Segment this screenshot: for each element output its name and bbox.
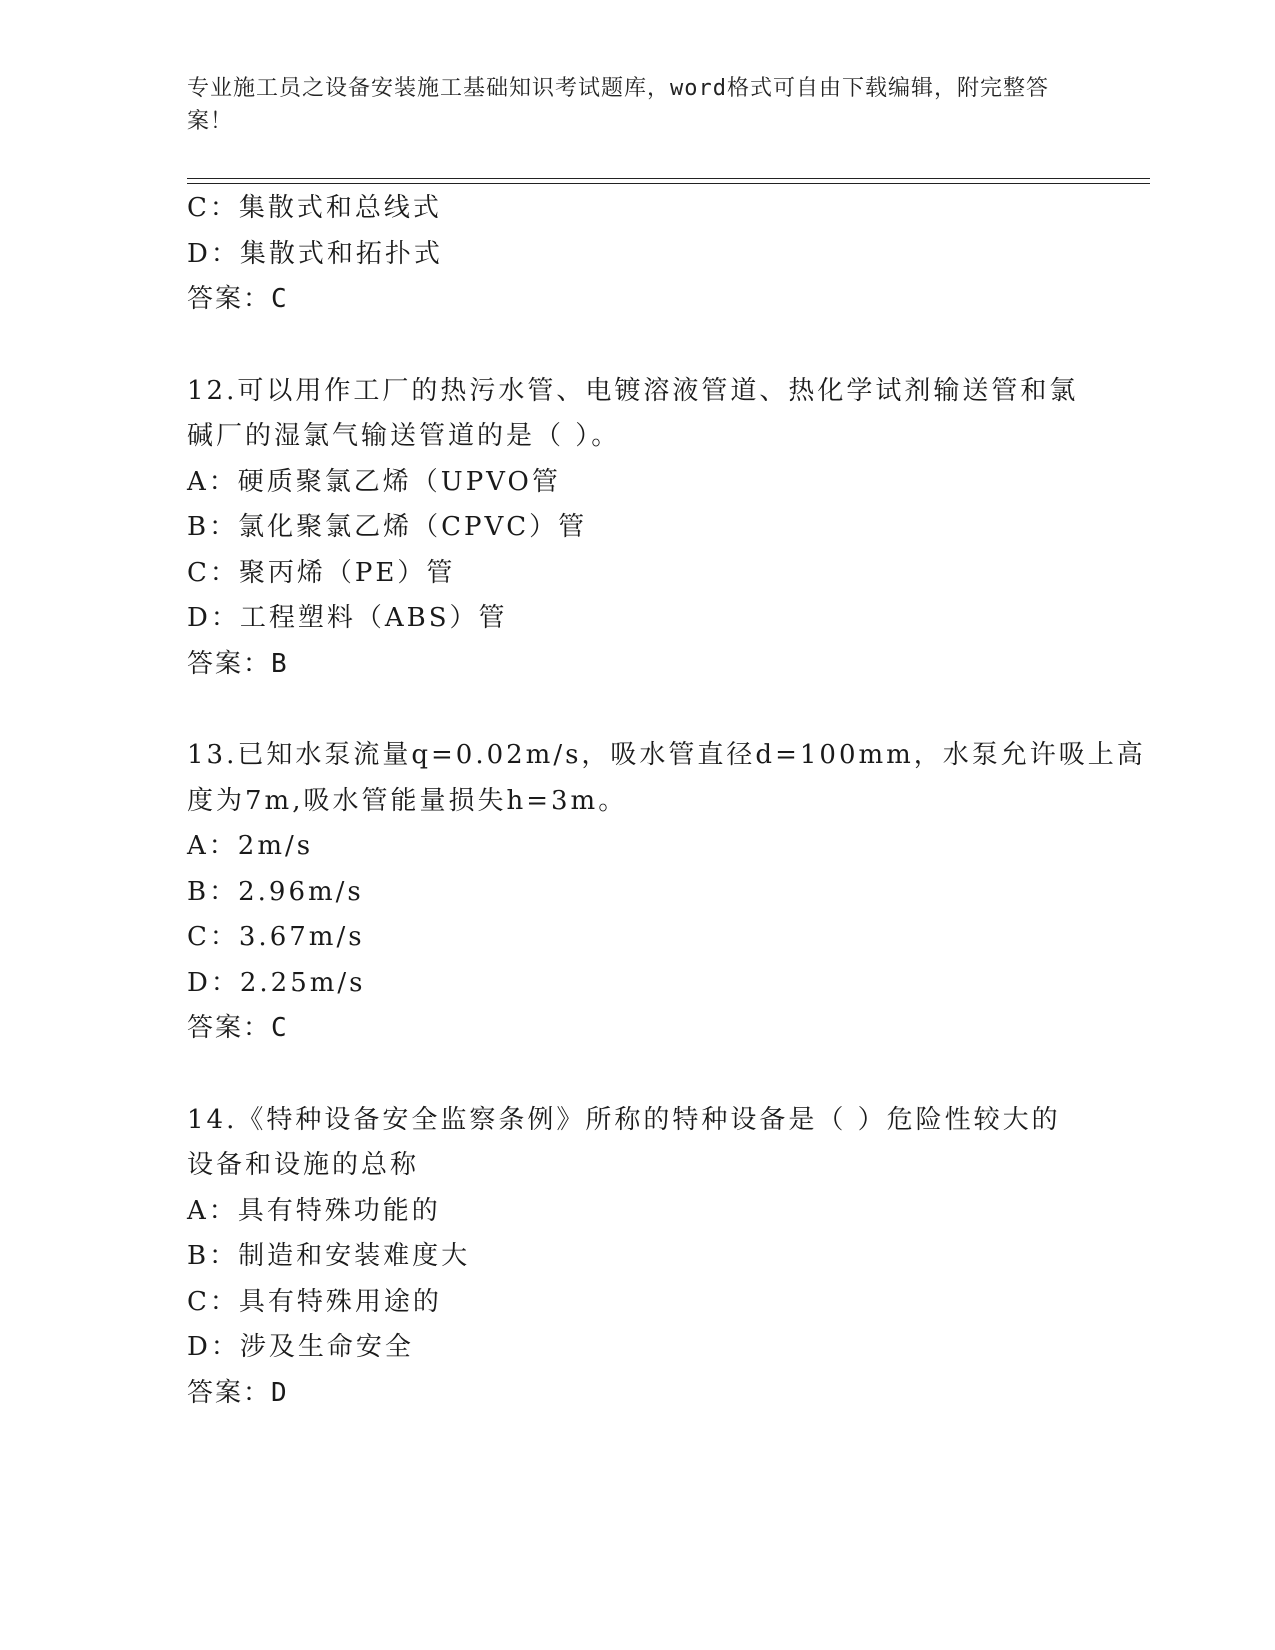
document-header: 专业施工员之设备安装施工基础知识考试题库，word格式可自由下载编辑，附完整答案！ xyxy=(187,76,1049,134)
answer: 答案：D xyxy=(187,1377,289,1408)
option-a: A：具有特殊功能的 xyxy=(187,1195,441,1226)
header-divider-top xyxy=(187,178,1150,179)
option-d: D：工程塑料（ABS）管 xyxy=(187,603,508,633)
question-stem-line: 13.已知水泵流量q=0.02m/s，吸水管直径d=100mm，水泵允许吸上高 xyxy=(187,740,1146,770)
question-12 xyxy=(187,369,1087,688)
option-d: D：2.25m/s xyxy=(187,967,366,998)
question-stem-line: 12.可以用作工厂的热污水管、电镀溶液管道、热化学试剂输送管和氯 xyxy=(187,375,1079,406)
option-d: D：涉及生命安全 xyxy=(187,1332,414,1362)
option-c: C：具有特殊用途的 xyxy=(187,1286,442,1317)
option-a: A：硬质聚氯乙烯（UPVO管 xyxy=(187,466,561,497)
option-b: B：制造和安装难度大 xyxy=(187,1241,471,1271)
option-d: D：集散式和拓扑式 xyxy=(187,238,443,269)
question-stem-line: 设备和设施的总称 xyxy=(187,1150,420,1180)
answer: 答案：B xyxy=(187,648,289,679)
option-b: B：氯化聚氯乙烯（CPVC）管 xyxy=(187,512,588,542)
question-stem-line: 14.《特种设备安全监察条例》所称的特种设备是（ ）危险性较大的 xyxy=(187,1104,1061,1135)
question-13 xyxy=(187,733,1146,1052)
option-c: C：集散式和总线式 xyxy=(187,193,442,223)
option-c: C：聚丙烯（PE）管 xyxy=(187,557,456,588)
answer: 答案：C xyxy=(187,284,289,314)
question-14 xyxy=(187,1098,1087,1417)
option-b: B：2.96m/s xyxy=(187,876,364,907)
question-stem-line: 碱厂的湿氯气输送管道的是（ ）。 xyxy=(187,421,621,451)
option-a: A：2m/s xyxy=(187,831,314,861)
header-divider-bottom xyxy=(187,183,1150,184)
question-11-continued xyxy=(187,186,1087,323)
document-body xyxy=(187,186,1146,1416)
option-c: C：3.67m/s xyxy=(187,922,365,952)
question-stem-line: 度为7m,吸水管能量损失h=3m。 xyxy=(187,785,628,816)
answer: 答案：C xyxy=(187,1013,289,1043)
